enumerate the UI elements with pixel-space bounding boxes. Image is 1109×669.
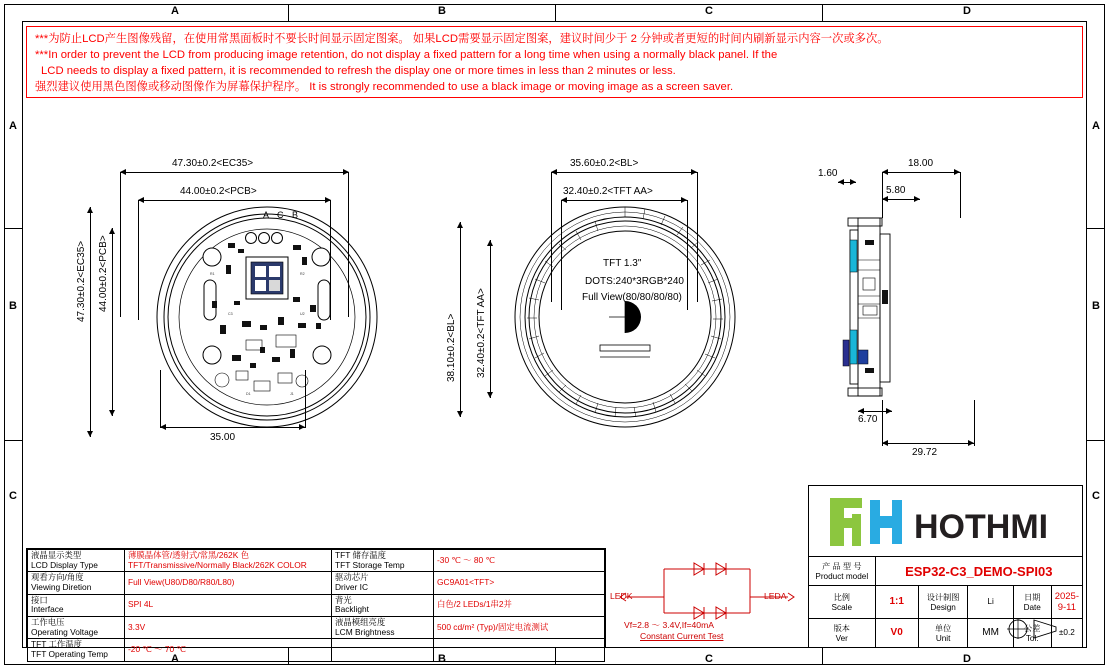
- dim-line-tft-outer: [551, 172, 697, 173]
- dim-pcb-top-outer: 47.30±0.2<EC35>: [172, 158, 254, 169]
- spec-label-cn: 接口: [31, 594, 48, 605]
- tol-label-cn: 公差: [1024, 623, 1041, 633]
- spec-label2-cn: 液晶模组亮度: [335, 616, 386, 627]
- ver-label: [809, 618, 876, 648]
- tft-note-3: Full View(80/80/80/80): [582, 292, 682, 303]
- dim-side-4: 6.70: [858, 414, 878, 425]
- svg-text:R1: R1: [210, 272, 215, 276]
- zone-tick: [288, 4, 289, 21]
- dim-arrow: [914, 196, 920, 202]
- company-logo: [818, 492, 1076, 552]
- design-label: [918, 586, 968, 618]
- dim-arrow: [87, 207, 93, 213]
- spec-label-1: [28, 572, 125, 594]
- date-label-cn: 日期: [1024, 592, 1041, 602]
- warning-line-4: 强烈建议使用黑色图像或移动图像作为屏幕保护程序。 It is strongly recommended to use a black image or moving image as a screen saver.: [35, 81, 734, 94]
- dim-line-tft-left-outer: [460, 222, 461, 417]
- svg-text:U2: U2: [300, 312, 305, 316]
- zone-tick: [1087, 440, 1105, 441]
- unit-label-cn: 单位: [934, 623, 952, 633]
- tft-note-1: TFT 1.3": [603, 258, 642, 269]
- tft-note-2: DOTS:240*3RGB*240: [585, 276, 684, 287]
- scale-label: [809, 586, 876, 618]
- dim-line-pcb-inner: [138, 200, 331, 201]
- dim-line-pcb-bottom: [160, 427, 305, 428]
- spec-label-2: [332, 616, 434, 638]
- spec-label-2: [332, 550, 434, 572]
- warning-note: [26, 26, 1083, 98]
- zone-label-top-d: D: [963, 5, 971, 17]
- spec-label-2: [332, 572, 434, 594]
- svg-text:J1: J1: [290, 392, 294, 396]
- scale-label-cn: 比例: [833, 592, 850, 602]
- zone-label-left-a: A: [9, 120, 17, 132]
- spec-label-2: [332, 639, 434, 661]
- zone-tick: [1087, 228, 1105, 229]
- unit-label-en: Unit: [935, 633, 951, 643]
- spec-label2-en: Driver IC: [335, 581, 369, 592]
- dim-tft-top-inner: 32.40±0.2<TFT AA>: [563, 186, 653, 197]
- dim-line-side-2: [882, 172, 960, 173]
- scale-label-en: Scale: [831, 602, 852, 612]
- svg-text:D1: D1: [246, 392, 251, 396]
- ext-line: [960, 172, 961, 218]
- led-circuit: [612, 555, 802, 645]
- logo-text: HOTHMI: [914, 508, 1049, 546]
- ext-line: [160, 370, 161, 428]
- spec-label-en: TFT Operating Temp: [31, 648, 108, 659]
- table-row: [28, 639, 605, 661]
- zone-label-bottom-a: A: [171, 653, 179, 665]
- table-row: [28, 550, 605, 572]
- zone-tick: [822, 4, 823, 21]
- zone-label-right-c: C: [1092, 490, 1100, 502]
- spec-label-1: [28, 594, 125, 616]
- dim-line-tft-inner: [561, 200, 687, 201]
- zone-label-bottom-b: B: [438, 653, 446, 665]
- circuit-note-1: Vf=2.8 ～ 3.4V,If=40mA: [624, 620, 714, 630]
- spec-label2-cn: TFT 储存温度: [335, 550, 387, 560]
- warning-line-2: ***In order to prevent the LCD from producing image retention, do not display a fixed pattern for a long time when using a normally black panel. If the: [35, 49, 778, 62]
- spec-label-cn: 观看方向/角度: [31, 572, 84, 583]
- zone-tick: [4, 228, 22, 229]
- dim-arrow: [487, 392, 493, 398]
- warning-line-3: LCD needs to display a fixed pattern, it is recommended to refresh the display one or more times in less than 2 minutes or less.: [41, 65, 676, 78]
- product-model-label: [809, 557, 876, 586]
- ver-value: V0: [875, 618, 918, 648]
- dim-arrow: [87, 431, 93, 437]
- spec-value-2: -30 ℃ ～ 80 ℃: [434, 550, 605, 572]
- zone-label-bottom-d: D: [963, 653, 971, 665]
- dim-arrow: [457, 222, 463, 228]
- svg-text:C3: C3: [228, 312, 233, 316]
- dim-arrow: [850, 179, 856, 185]
- pcb-pad-labels: A C B: [263, 210, 302, 220]
- dim-tft-top-outer: 35.60±0.2<BL>: [570, 158, 639, 169]
- led-a-label: LEDA: [764, 591, 787, 601]
- dim-arrow: [838, 179, 844, 185]
- design-label-cn: 设计制图: [926, 592, 960, 602]
- dim-side-1: 1.60: [818, 168, 838, 179]
- spec-label-cn: 工作电压: [31, 616, 65, 627]
- spec-label2-cn: 驱动芯片: [335, 572, 369, 583]
- spec-label-en: Operating Voltage: [31, 626, 99, 637]
- logo-svg: [818, 492, 1076, 552]
- spec-label-en: LCD Display Type: [31, 559, 98, 570]
- table-row: [28, 572, 605, 594]
- pcb-top-view: [150, 205, 385, 430]
- ext-line: [882, 172, 883, 218]
- zone-label-bottom-c: C: [705, 653, 713, 665]
- side-section-view: [830, 200, 950, 415]
- table-row: [809, 557, 1083, 586]
- spec-value-1: Full View(U80/D80/R80/L80): [125, 572, 332, 594]
- dim-arrow: [457, 411, 463, 417]
- date-label-en: Date: [1023, 602, 1041, 612]
- dim-arrow: [109, 410, 115, 416]
- zone-label-left-c: C: [9, 490, 17, 502]
- tol-value: ±0.2: [1058, 628, 1075, 638]
- ext-line: [697, 172, 698, 302]
- tol-label-en: Tol.: [1025, 633, 1039, 643]
- dim-pcb-bottom: 35.00: [210, 432, 236, 443]
- spec-value-1: SPI 4L: [125, 594, 332, 616]
- ver-label-cn: 版本: [833, 623, 850, 633]
- zone-tick: [822, 648, 823, 665]
- dim-tft-left-outer: 38.10±0.2<BL>: [446, 313, 457, 382]
- ext-line: [882, 400, 883, 446]
- svg-text:R2: R2: [300, 272, 305, 276]
- table-row: [28, 616, 605, 638]
- spec-table: [26, 548, 606, 659]
- spec-value-2: GC9A01<TFT>: [434, 572, 605, 594]
- spec-label-2: [332, 594, 434, 616]
- spec-label2-en: Backlight: [335, 604, 369, 615]
- spec-label-cn: TFT 工作温度: [31, 639, 83, 650]
- ext-line: [120, 172, 121, 317]
- zone-label-top-a: A: [171, 5, 179, 17]
- spec-label-en: Interface: [31, 604, 64, 615]
- dim-line-pcb-left-outer: [90, 207, 91, 437]
- ext-line: [561, 200, 562, 310]
- warning-line-1: ***为防止LCD产生图像残留，在使用常黑面板时不要长时间显示固定图案。 如果LCD需要显示固定图案，建议时间少于 2 分钟或者更短的时间内刷新显示内容一次或多次。: [35, 33, 889, 45]
- dim-line-side-5: [882, 443, 974, 444]
- dim-pcb-left-outer: 47.30±0.2<EC35>: [76, 240, 87, 322]
- dim-line-tft-left-inner: [490, 240, 491, 398]
- ver-label-en: Ver: [835, 633, 848, 643]
- dim-line-pcb-left-inner: [112, 228, 113, 416]
- circuit-note-2: Constant Current Test: [640, 631, 724, 641]
- spec-label-cn: 液晶显示类型: [31, 550, 82, 560]
- spec-value-2: 白色/2 LEDs/1串2并: [434, 594, 605, 616]
- tft-front-view: [508, 205, 743, 430]
- date-label: [1013, 586, 1051, 618]
- spec-label2-cn: 背光: [335, 594, 352, 605]
- projection-symbol-icon: [1006, 616, 1062, 642]
- product-model-value: ESP32-C3_DEMO-SPI03: [875, 557, 1082, 586]
- dim-tft-left-inner: 32.40±0.2<TFT AA>: [476, 288, 487, 378]
- zone-label-right-a: A: [1092, 120, 1100, 132]
- zone-label-left-b: B: [9, 300, 17, 312]
- ext-line: [687, 200, 688, 310]
- spec-value-1: 3.3V: [125, 616, 332, 638]
- dim-side-2: 18.00: [908, 158, 934, 169]
- ext-line: [305, 370, 306, 428]
- zone-label-top-b: B: [438, 5, 446, 17]
- table-row: [28, 594, 605, 616]
- spec-label2-en: LCM Brightness: [335, 626, 395, 637]
- design-value: Li: [968, 586, 1013, 618]
- spec-value-2: 500 cd/m² (Typ)/固定电流测试: [434, 616, 605, 638]
- spec-value-2: [434, 639, 605, 661]
- ext-line: [348, 172, 349, 317]
- zone-label-right-b: B: [1092, 300, 1100, 312]
- dim-arrow: [886, 408, 892, 414]
- dim-arrow: [487, 240, 493, 246]
- product-model-label-cn: 产 品 型 号: [821, 562, 862, 572]
- dim-pcb-top-inner: 44.00±0.2<PCB>: [180, 186, 257, 197]
- spec-label-1: [28, 616, 125, 638]
- scale-value: 1:1: [875, 586, 918, 618]
- spec-value-1: -20 ℃ ～ 70 ℃: [125, 639, 332, 661]
- zone-tick: [4, 440, 22, 441]
- ext-line: [330, 200, 331, 320]
- ext-line: [551, 172, 552, 302]
- led-k-label: LEDK: [610, 591, 633, 601]
- dim-pcb-left-inner: 44.00±0.2<PCB>: [98, 235, 109, 312]
- unit-label: [918, 618, 968, 648]
- product-model-label-en: Product model: [815, 572, 869, 582]
- ext-line: [138, 200, 139, 320]
- dim-arrow: [109, 228, 115, 234]
- dim-side-3: 5.80: [886, 185, 906, 196]
- zone-tick: [555, 4, 556, 21]
- spec-value-en: TFT/Transmissive/Normally Black/262K COLOR: [128, 559, 307, 570]
- spec-label-1: [28, 639, 125, 661]
- zone-label-top-c: C: [705, 5, 713, 17]
- dim-side-5: 29.72: [912, 447, 938, 458]
- dim-arrow: [882, 196, 888, 202]
- ext-line: [974, 400, 975, 446]
- dim-line-pcb-outer: [120, 172, 349, 173]
- design-label-en: Design: [930, 602, 956, 612]
- date-value: 2025-9-11: [1051, 586, 1082, 618]
- spec-label-en: Viewing Diretion: [31, 581, 92, 592]
- unit-value: MM: [968, 618, 1013, 648]
- spec-value-cn: 薄膜晶体管/透射式/常黑/262K 色: [128, 550, 249, 560]
- table-row: [809, 586, 1083, 618]
- spec-value-1: [125, 550, 332, 572]
- spec-label-1: [28, 550, 125, 572]
- spec-label2-en: TFT Storage Temp: [335, 559, 405, 570]
